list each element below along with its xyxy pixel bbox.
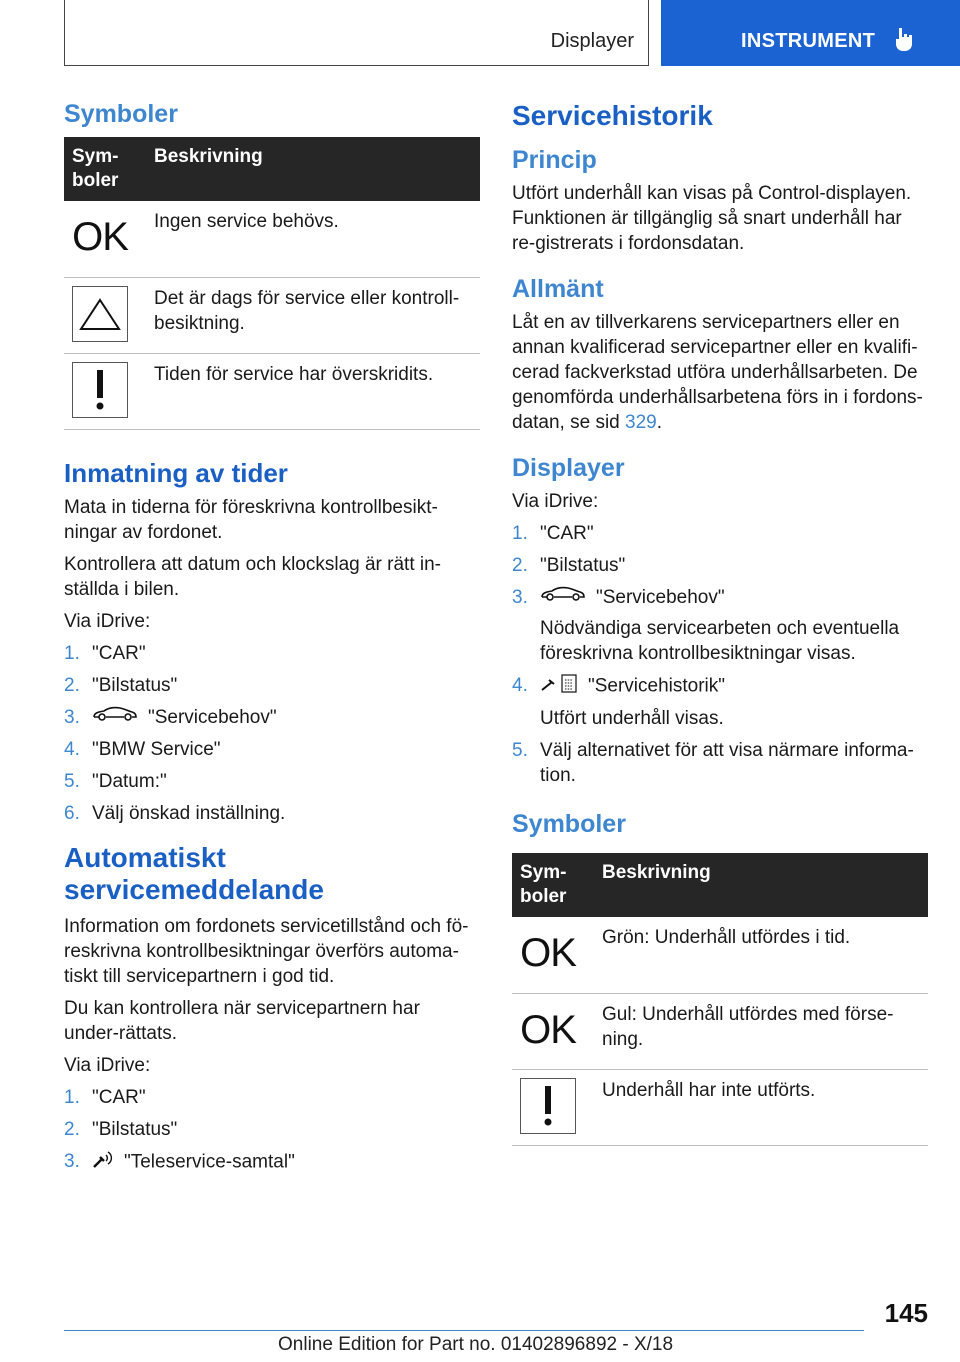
list-item: 2. "Bilstatus"	[64, 674, 178, 696]
symbol-desc: Gul: Underhåll utfördes med förse-ning.	[594, 993, 928, 1069]
list-item: 1. "CAR"	[64, 642, 146, 664]
col-symbol-header: Sym- boler	[64, 137, 146, 201]
car-outline-icon	[540, 585, 586, 610]
inmatning-heading: Inmatning av tider	[64, 457, 288, 488]
left-column	[64, 100, 480, 1186]
col-desc-header: Beskrivning	[146, 137, 480, 201]
col-desc-header: Beskrivning	[594, 853, 928, 917]
table-row	[64, 201, 480, 277]
service-history-icon	[540, 673, 578, 700]
list-item: 4. "Servicehistorik" Utfört underhåll visas.	[512, 675, 726, 730]
exclamation-icon	[520, 1078, 576, 1134]
list-item: 3. "Servicebehov" Nödvändiga servicearbeten och eventuella föreskrivna kontrollbesiktningar visas.	[512, 587, 900, 665]
table-row	[512, 917, 928, 993]
inmatning-p1: Mata in tiderna för föreskrivna kontrollbesikt-ningar av fordonet.	[64, 496, 438, 543]
auto-heading: Automatiskt servicemeddelande	[64, 841, 324, 905]
list-item: 1. "CAR"	[64, 1086, 146, 1108]
ok-icon: OK	[72, 215, 128, 259]
list-item: 2. "Bilstatus"	[64, 1118, 178, 1140]
footer-edition: Online Edition for Part no. 01402896892 - X/18	[278, 1334, 674, 1355]
col-symbol-header: Sym- boler	[512, 853, 594, 917]
list-item: 3. "Teleservice-samtal"	[64, 1149, 480, 1176]
header-section-tab	[64, 0, 649, 66]
exclamation-icon	[72, 362, 128, 418]
auto-steps	[64, 1085, 480, 1176]
list-item: 5. "Datum:"	[64, 770, 167, 792]
symbol-desc: Grön: Underhåll utfördes i tid.	[594, 917, 928, 993]
list-item: 5. Välj alternativet för att visa närmare informa-tion.	[512, 740, 914, 787]
auto-p2: Du kan kontrollera när servicepartnern har under-rättats.	[64, 997, 420, 1044]
list-item: 6. Välj önskad inställning.	[64, 802, 286, 824]
ok-icon: OK	[520, 931, 576, 976]
footer-divider	[64, 1330, 864, 1331]
page-number: 145	[884, 1298, 928, 1328]
symbol-desc: Det är dags för service eller kontroll-besiktning.	[146, 277, 480, 353]
header-chapter-tab[interactable]	[661, 0, 960, 66]
ok-icon: OK	[520, 1007, 576, 1052]
header-chapter-label: INSTRUMENT	[741, 30, 876, 52]
list-item: 3. "Servicebehov"	[64, 705, 480, 730]
warning-triangle-icon	[72, 286, 128, 342]
princip-heading: Princip	[512, 146, 597, 174]
page-link[interactable]: 329	[625, 412, 657, 433]
allmant-heading: Allmänt	[512, 275, 604, 303]
servicehistorik-heading: Servicehistorik	[512, 100, 713, 131]
symbol-desc: Underhåll har inte utförts.	[594, 1069, 928, 1145]
displayer-steps	[512, 521, 928, 788]
table-row	[64, 277, 480, 353]
allmant-p1: Låt en av tillverkarens servicepartners eller en annan kvalificerad servicepartner eller en kvalifi-cerad fackverkstad utföra underhållsarbeten. De genomförda underhållsarbetena förs in i fordons-datan, se sid 329.	[512, 312, 923, 433]
table-header	[512, 853, 928, 917]
hand-pointer-icon	[893, 26, 915, 57]
symbols-table-right	[512, 853, 928, 1146]
list-item: 4. "BMW Service"	[64, 738, 221, 760]
table-header	[64, 137, 480, 201]
symbol-desc: Tiden för service har överskridits.	[146, 353, 480, 429]
symbols-heading-left: Symboler	[64, 100, 178, 128]
car-outline-icon	[92, 705, 138, 730]
displayer-via: Via iDrive:	[512, 491, 599, 512]
auto-via: Via iDrive:	[64, 1054, 151, 1076]
inmatning-steps	[64, 641, 480, 826]
right-column	[512, 100, 928, 1146]
displayer-heading: Displayer	[512, 454, 625, 482]
list-item: 2. "Bilstatus"	[512, 555, 626, 576]
symbols-heading-right: Symboler	[512, 810, 626, 839]
table-row	[64, 353, 480, 429]
symbols-table-left	[64, 137, 480, 430]
header-section-label: Displayer	[550, 30, 634, 52]
inmatning-via: Via iDrive:	[64, 610, 151, 632]
symbol-desc: Ingen service behövs.	[146, 201, 480, 277]
auto-p1: Information om fordonets servicetillstånd och fö-reskrivna kontrollbesiktningar överförs automa-tiskt till servicepartnern i god tid.	[64, 915, 469, 987]
inmatning-p2: Kontrollera att datum och klockslag är rätt in-ställda i bilen.	[64, 553, 442, 600]
wrench-signal-icon	[92, 1149, 114, 1176]
table-row	[512, 993, 928, 1069]
table-row	[512, 1069, 928, 1145]
list-item: 1. "CAR"	[512, 523, 594, 544]
princip-p1: Utfört underhåll kan visas på Control-displayen. Funktionen är tillgänglig så snart underhåll har re-gistrerats i fordonsdatan.	[512, 183, 912, 254]
